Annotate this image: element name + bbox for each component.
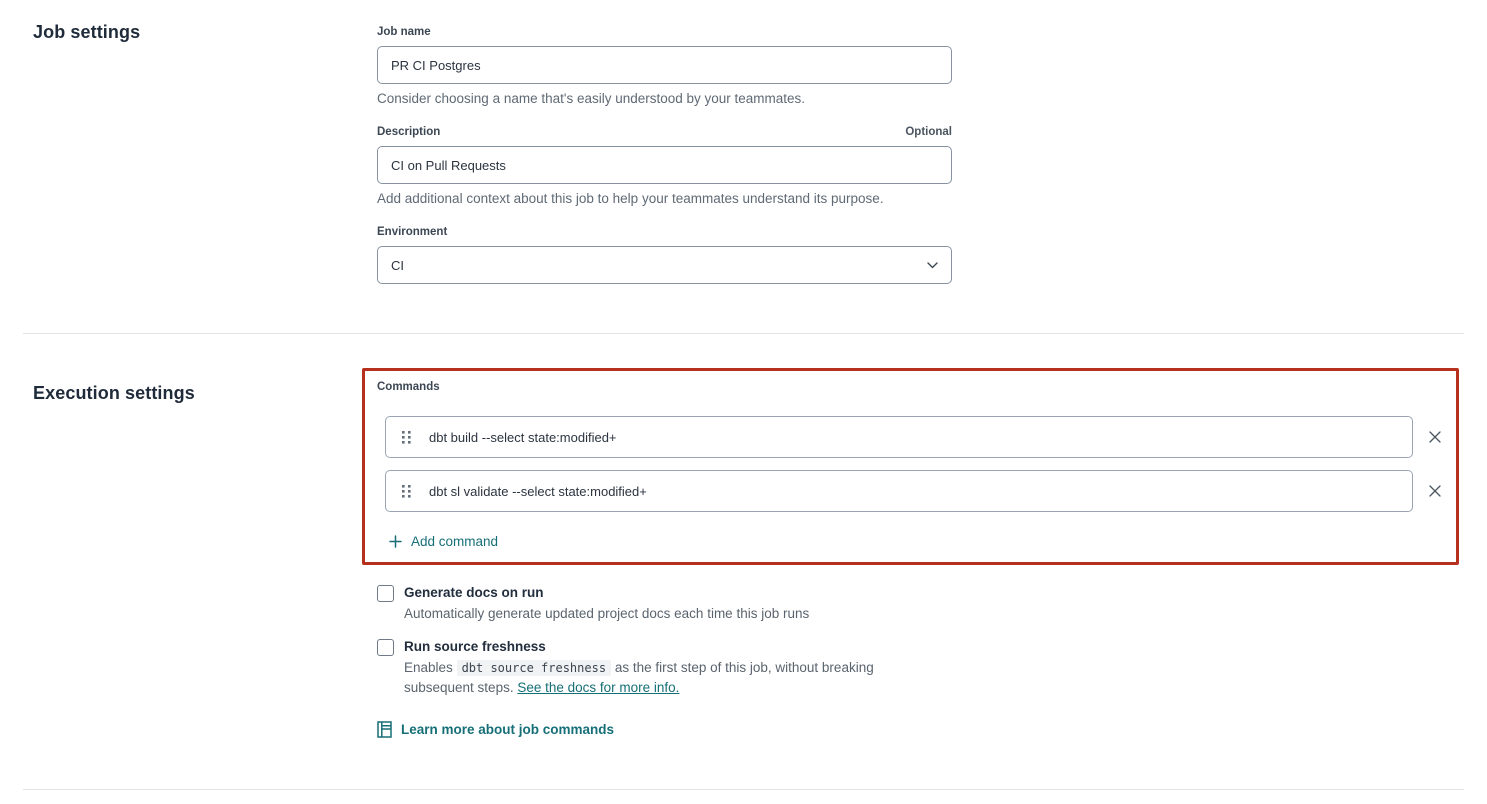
command-input[interactable] xyxy=(385,416,1413,458)
commands-label: Commands xyxy=(377,381,440,393)
job-name-input[interactable] xyxy=(377,46,952,84)
book-icon xyxy=(377,721,392,738)
generate-docs-description: Automatically generate updated project docs each time this job runs xyxy=(404,606,810,621)
description-label: Description xyxy=(377,126,441,138)
add-command-label: Add command xyxy=(411,533,499,549)
description-field-group xyxy=(377,126,952,206)
see-docs-link[interactable]: See the docs for more info. xyxy=(517,680,680,695)
description-input[interactable] xyxy=(377,146,952,184)
commands-highlight-box xyxy=(362,368,1459,565)
run-source-freshness-description xyxy=(404,658,944,698)
learn-more-label: Learn more about job commands xyxy=(401,722,615,737)
freshness-text-before: Enables xyxy=(404,660,453,675)
command-text: dbt build --select state:modified+ xyxy=(429,429,617,445)
command-text: dbt sl validate --select state:modified+ xyxy=(429,483,647,499)
run-source-freshness-label: Run source freshness xyxy=(404,639,546,654)
drag-handle-icon[interactable] xyxy=(402,485,411,498)
remove-command-button[interactable] xyxy=(1413,470,1456,512)
command-input[interactable] xyxy=(385,470,1413,512)
generate-docs-label: Generate docs on run xyxy=(404,585,544,600)
drag-handle-icon[interactable] xyxy=(402,431,411,444)
bottom-divider xyxy=(23,789,1464,790)
add-command-button[interactable] xyxy=(389,532,498,550)
remove-command-button[interactable] xyxy=(1413,416,1456,458)
section-divider xyxy=(23,333,1464,334)
environment-selected-value: CI xyxy=(391,257,404,273)
chevron-down-icon xyxy=(927,262,938,269)
environment-label: Environment xyxy=(377,226,448,238)
run-source-freshness-checkbox[interactable] xyxy=(377,639,394,656)
job-name-help: Consider choosing a name that's easily understood by your teammates. xyxy=(377,91,806,106)
command-row xyxy=(385,416,1456,458)
generate-docs-checkbox[interactable] xyxy=(377,585,394,602)
freshness-code: dbt source freshness xyxy=(457,660,612,676)
job-name-label: Job name xyxy=(377,26,431,38)
environment-select[interactable] xyxy=(377,246,952,284)
execution-settings-heading: Execution settings xyxy=(33,383,195,403)
job-name-field-group xyxy=(377,26,952,106)
learn-more-link[interactable] xyxy=(377,721,614,738)
generate-docs-option xyxy=(377,584,942,624)
close-icon xyxy=(1428,484,1442,498)
job-settings-heading: Job settings xyxy=(33,22,141,42)
plus-icon xyxy=(389,535,402,548)
freshness-text-after: as the first step of this job, without breaking subsequent steps. xyxy=(404,660,874,695)
environment-field-group xyxy=(377,226,952,284)
run-source-freshness-option xyxy=(377,638,942,698)
command-row xyxy=(385,470,1456,512)
optional-badge: Optional xyxy=(905,126,952,138)
close-icon xyxy=(1428,430,1442,444)
description-help: Add additional context about this job to help your teammates understand its purpose. xyxy=(377,191,884,206)
